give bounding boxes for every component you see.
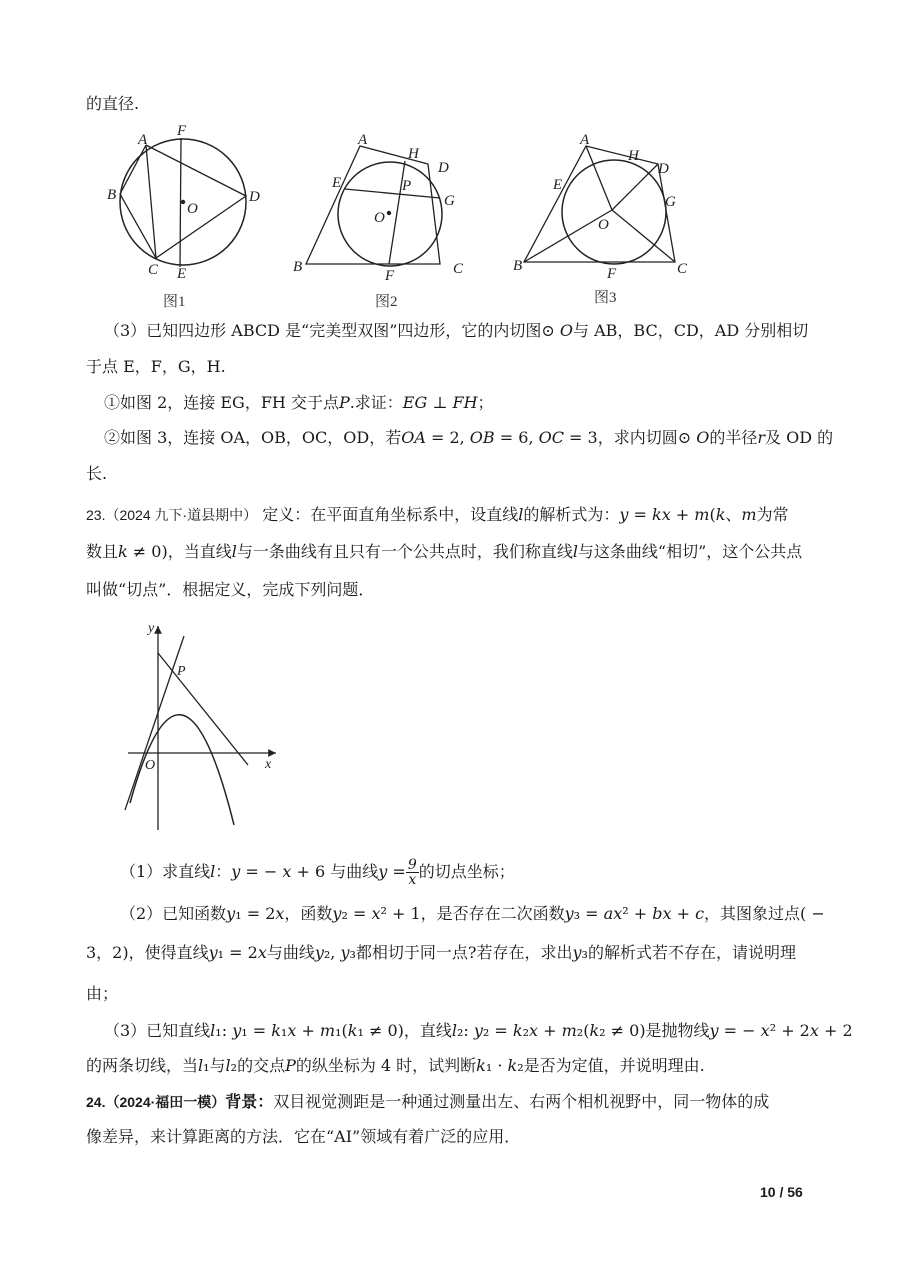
q22-sub2-line1: ②如图 3，连接 OA，OB，OC，OD，若𝑂𝐴 = 2, 𝑂𝐵 = 6, 𝑂𝐶 = 3，求内切圆⊙ 𝑂的半径𝑟及 OD 的	[104, 428, 834, 447]
fig2-caption: 图2	[375, 294, 398, 310]
fig1-label-c: C	[148, 262, 159, 278]
q23-graph-label-x: x	[265, 757, 272, 772]
q23-def-line3: 叫做“切点”．根据定义，完成下列问题．	[86, 580, 375, 599]
q23-graph-label-p: P	[177, 664, 186, 679]
q23-graph-label-y: y	[148, 621, 155, 636]
q22-sub2-line2: 长.	[86, 464, 108, 483]
fig1-caption: 图1	[163, 294, 186, 310]
q22-part3-line2: 于点 E，F，G，H.	[86, 357, 226, 376]
fig1-label-b: B	[107, 187, 117, 203]
q23-part2-line3: 由；	[86, 984, 119, 1003]
fig1-label-o: O	[187, 201, 198, 217]
fig2-label-h: H	[408, 146, 419, 162]
q23-part3-line2: 的两条切线，当𝑙₁与𝑙₂的交点𝑃的纵坐标为 4 时，试判断𝑘₁ · 𝑘₂是否为定值，并说明理由.	[86, 1056, 705, 1075]
q23-def-line2: 数且𝑘 ≠ 0)，当直线𝑙与一条曲线有且只有一个公共点时，我们称直线𝑙与这条曲线“相切”，这个公共点	[86, 542, 803, 561]
fig3-caption: 图3	[594, 290, 617, 306]
q23-header	[86, 505, 789, 525]
fig1-label-e: E	[177, 266, 187, 282]
q23-part1-prefix: （1）求直线𝑙：𝑦 = − 𝑥 + 6 与曲线𝑦 =	[120, 862, 406, 881]
q23-part3-line1: （3）已知直线𝑙₁: 𝑦₁ = 𝑘₁𝑥 + 𝑚₁(𝑘₁ ≠ 0)，直线𝑙₂: 𝑦₂ = 𝑘₂𝑥 + 𝑚₂(𝑘₂ ≠ 0)是抛物线𝑦 = − 𝑥² + 2𝑥 + 2	[104, 1021, 853, 1040]
q24-line1	[86, 1092, 769, 1112]
q23-graph-label-o: O	[145, 758, 156, 773]
q23-def-line1: 定义：在平面直角坐标系中，设直线𝑙的解析式为：𝑦 = 𝑘𝑥 + 𝑚(𝑘、𝑚为常	[262, 505, 789, 524]
q23-graph	[120, 618, 290, 838]
page-number: 10 / 56	[760, 1184, 803, 1200]
fig2-label-g: G	[444, 193, 455, 209]
fig2-label-b: B	[293, 259, 303, 275]
fig3-label-g: G	[665, 194, 676, 210]
fraction-denominator: 𝑥	[408, 872, 417, 888]
fig2-label-d: D	[438, 160, 449, 176]
q24-line2: 像差异，来计算距离的方法．它在“AI”领域有着广泛的应用．	[86, 1127, 521, 1146]
fig3-label-b: B	[513, 258, 523, 274]
fig1-label-a: A	[138, 132, 148, 148]
q23-part1-suffix: 的切点坐标；	[418, 862, 515, 881]
q24-bold-lead: 背景：	[225, 1092, 274, 1111]
fig2-label-e: E	[332, 175, 342, 191]
figure-1	[100, 123, 270, 298]
fig3-label-a: A	[580, 132, 590, 148]
fig3-label-h: H	[628, 148, 639, 164]
fig3-label-c: C	[677, 261, 688, 277]
fig2-label-p: P	[402, 178, 412, 194]
continued-text: 的直径.	[86, 94, 140, 113]
q24-text-line1: 双目视觉测距是一种通过测量出左、右两个相机视野中，同一物体的成	[273, 1092, 770, 1111]
q22-part3-line1: （3）已知四边形 ABCD 是“完美型双图”四边形，它的内切图⊙ 𝑂与 AB，BC，CD，AD 分别相切	[104, 321, 809, 340]
fig1-label-f: F	[177, 123, 187, 139]
fig3-label-o: O	[598, 217, 609, 233]
figure-2	[290, 128, 490, 298]
q24-number: 24.	[86, 1094, 106, 1110]
fraction-numerator: 9	[407, 857, 417, 873]
fig2-label-f: F	[385, 268, 395, 284]
fig3-label-e: E	[553, 177, 563, 193]
fig3-label-f: F	[607, 266, 617, 282]
fig2-label-o: O	[374, 210, 385, 226]
q23-part1-fraction	[406, 858, 419, 887]
fig3-label-d: D	[658, 161, 669, 177]
q23-number: 23.	[86, 507, 106, 523]
q22-sub1: ①如图 2，连接 EG，FH 交于点𝑃.求证：𝐸𝐺 ⊥ 𝐹𝐻；	[104, 393, 494, 412]
q23-part1	[120, 858, 515, 887]
figure-3	[510, 128, 710, 298]
fig2-label-a: A	[358, 132, 368, 148]
fig2-label-c: C	[453, 261, 464, 277]
fig1-label-d: D	[249, 189, 260, 205]
q24-source: （2024·福田一模）	[105, 1094, 226, 1110]
q23-part2-line1: （2）已知函数𝑦₁ = 2𝑥，函数𝑦₂ = 𝑥² + 1，是否存在二次函数𝑦₃ = 𝑎𝑥² + 𝑏𝑥 + 𝑐，其图象过点( −	[120, 904, 825, 923]
q23-source: （2024 九下·道县期中）	[105, 507, 258, 523]
q23-part2-line2: 3，2)，使得直线𝑦₁ = 2𝑥与曲线𝑦₂, 𝑦₃都相切于同一点?若存在，求出𝑦₃的解析式若不存在，请说明理	[86, 943, 796, 962]
